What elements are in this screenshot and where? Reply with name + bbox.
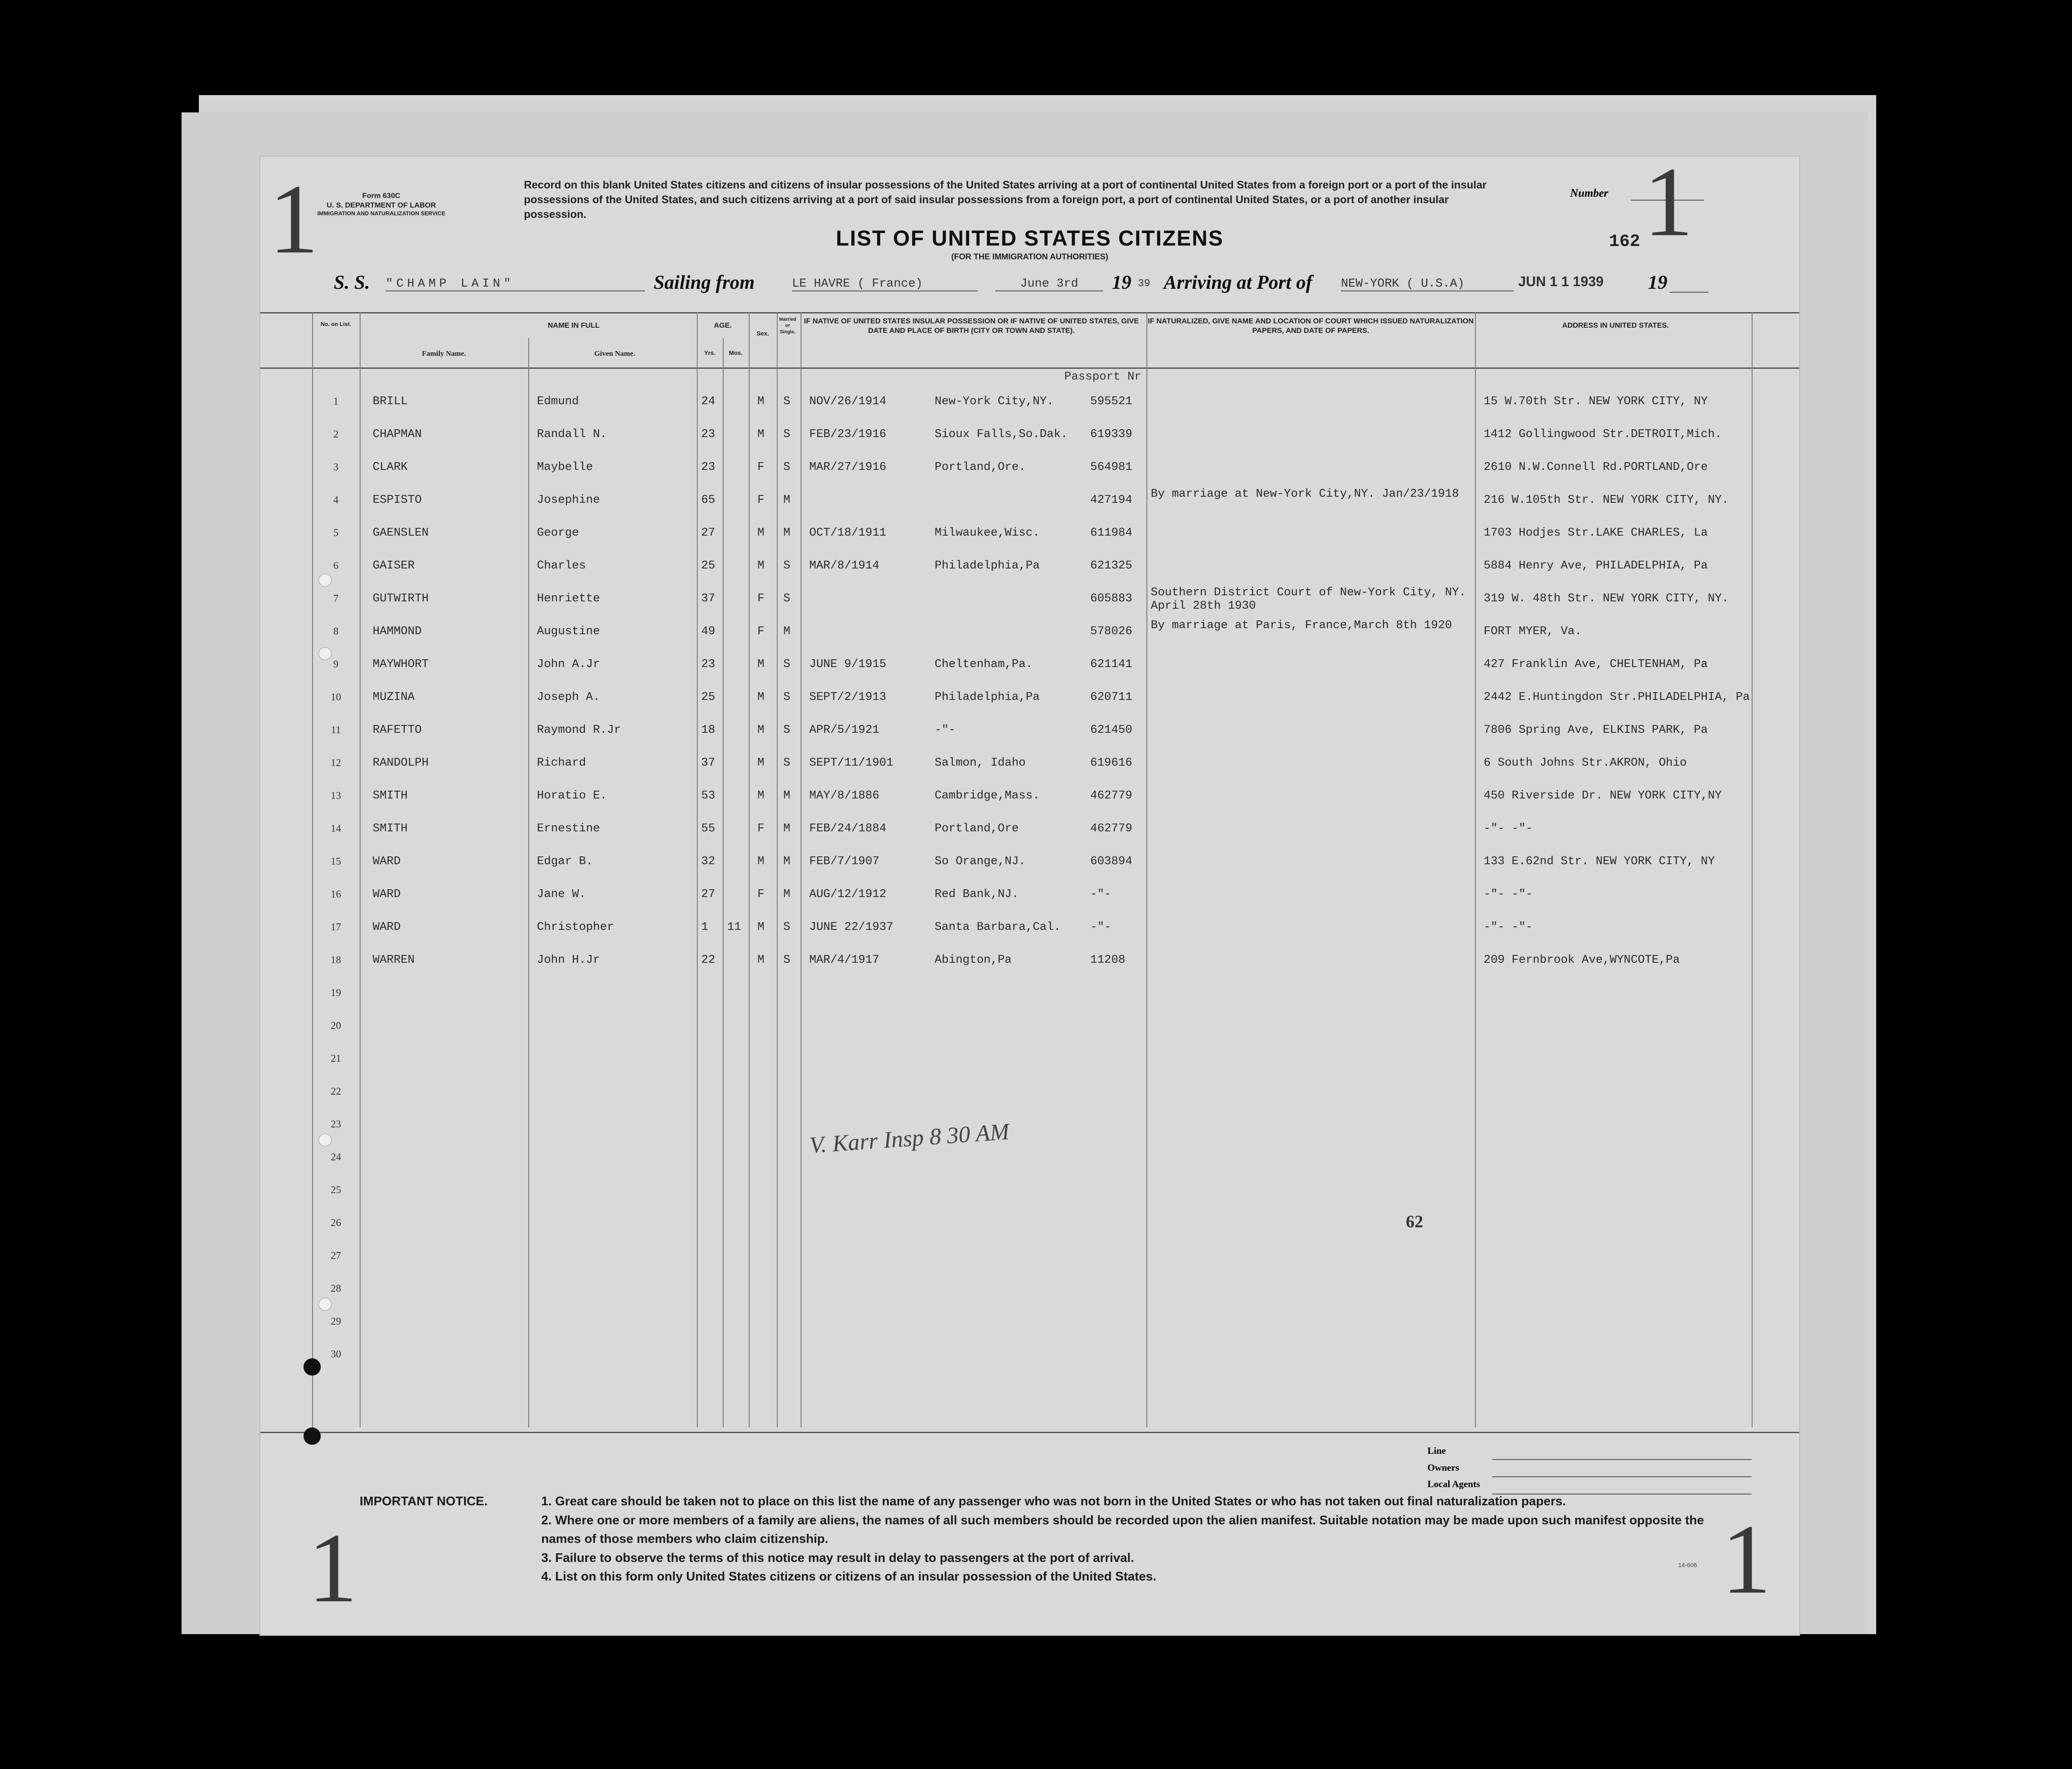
row-number: 21 xyxy=(331,1053,341,1064)
cell-given: Horatio E. xyxy=(537,789,607,802)
cell-yrs: 65 xyxy=(701,494,715,507)
form-block xyxy=(308,191,455,217)
page-subtitle: (FOR THE IMMIGRATION AUTHORITIES) xyxy=(951,252,1108,262)
department-name: U. S. DEPARTMENT OF LABOR xyxy=(326,201,436,210)
important-notice xyxy=(360,1492,1743,1587)
cell-sex: M xyxy=(757,724,765,737)
row-number: 11 xyxy=(331,725,341,736)
binder-hole-2 xyxy=(303,1427,321,1445)
cell-address: 216 W.105th Str. NEW YORK CITY, NY. xyxy=(1484,494,1729,507)
cell-bplace: Philadelphia,Pa xyxy=(935,559,1040,572)
cell-yrs: 1 xyxy=(701,921,709,934)
cell-ms: M xyxy=(783,625,791,638)
cell-yrs: 18 xyxy=(701,724,715,737)
cell-family: GAISER xyxy=(373,559,415,572)
cell-address: 5884 Henry Ave, PHILADELPHIA, Pa xyxy=(1484,559,1708,572)
cell-bdate: MAY/8/1886 xyxy=(809,789,880,802)
cell-bdate: APR/5/1921 xyxy=(809,724,880,737)
table-row xyxy=(260,386,1799,418)
cell-yrs: 53 xyxy=(701,789,715,802)
cell-sex: M xyxy=(757,428,765,441)
cell-ms: S xyxy=(783,559,791,572)
cell-family: CLARK xyxy=(373,461,408,474)
cell-sex: M xyxy=(757,855,765,868)
cell-bplace: Salmon, Idaho xyxy=(935,757,1026,770)
year-prefix: 19 xyxy=(1112,271,1131,293)
cell-bdate: MAR/8/1914 xyxy=(809,559,880,572)
cell-sex: F xyxy=(757,625,765,638)
cell-bplace: So Orange,NJ. xyxy=(935,855,1026,868)
table-row xyxy=(260,1010,1799,1043)
row-number: 6 xyxy=(333,560,338,572)
table-row xyxy=(260,813,1799,846)
service-name: IMMIGRATION AND NATURALIZATION SERVICE xyxy=(317,210,446,217)
cell-passport: 620711 xyxy=(1090,691,1133,704)
cell-family: SMITH xyxy=(373,789,408,802)
cell-given: Henriette xyxy=(537,592,600,605)
cell-given: John H.Jr xyxy=(537,954,600,967)
row-number: 25 xyxy=(331,1185,341,1196)
table-row xyxy=(260,1338,1799,1371)
cell-bdate: JUNE 22/1937 xyxy=(809,921,894,934)
cell-family: ESPISTO xyxy=(373,494,422,507)
row-number: 9 xyxy=(333,659,338,670)
table-row xyxy=(260,1043,1799,1076)
cell-sex: F xyxy=(757,461,765,474)
form-instructions: Record on this blank United States citizens and citizens of insular possessions of the United States arriving at a port of continental United States from a foreign port or a port of the insular possessions of the United States, and such citizens arriving at a port of said insular possessions from a foreign port, a port of continental United States, or a port of another insular possession. xyxy=(524,179,1487,220)
cell-address: 15 W.70th Str. NEW YORK CITY, NY xyxy=(1484,395,1708,408)
cell-address: 2610 N.W.Connell Rd.PORTLAND,Ore xyxy=(1484,461,1708,474)
cell-ms: M xyxy=(783,494,791,507)
cell-family: SMITH xyxy=(373,822,408,835)
cell-passport: 11208 xyxy=(1090,954,1126,967)
cell-bdate: MAR/27/1916 xyxy=(809,461,887,474)
table-body xyxy=(260,386,1799,1376)
cell-sex: M xyxy=(757,789,765,802)
cell-passport: 621450 xyxy=(1090,724,1133,737)
row-number: 13 xyxy=(331,790,341,801)
cell-bplace: Portland,Ore xyxy=(935,822,1019,835)
cell-passport: 619616 xyxy=(1090,757,1133,770)
bottom-left-number: 1 xyxy=(308,1513,358,1623)
arrival-port: NEW-YORK ( U.S.A) xyxy=(1341,277,1514,291)
number-value: 1 xyxy=(1644,147,1693,257)
cell-bdate: FEB/24/1884 xyxy=(809,822,887,835)
cell-sex: F xyxy=(757,888,765,901)
cell-bplace: Santa Barbara,Cal. xyxy=(935,921,1061,934)
cell-sex: M xyxy=(757,757,765,770)
table-row xyxy=(260,1141,1799,1174)
cell-address: 1703 Hodjes Str.LAKE CHARLES, La xyxy=(1484,527,1708,540)
row-number: 14 xyxy=(331,823,341,834)
cell-address: 133 E.62nd Str. NEW YORK CITY, NY xyxy=(1484,855,1715,868)
header-bottom-rule xyxy=(260,367,1799,369)
cell-passport: 619339 xyxy=(1090,428,1133,441)
cell-given: Charles xyxy=(537,559,586,572)
table-row xyxy=(260,977,1799,1010)
cell-address: 450 Riverside Dr. NEW YORK CITY,NY xyxy=(1484,789,1722,802)
table-row xyxy=(260,944,1799,977)
cell-sex: F xyxy=(757,592,765,605)
owners-field xyxy=(1492,1460,1752,1477)
cell-mos: 11 xyxy=(727,921,741,934)
cell-sex: M xyxy=(757,527,765,540)
cell-given: Edgar B. xyxy=(537,855,593,868)
table-row xyxy=(260,714,1799,747)
cell-ms: S xyxy=(783,757,791,770)
cell-passport: 578026 xyxy=(1090,625,1133,638)
footer-fields xyxy=(1427,1443,1480,1493)
cell-ms: S xyxy=(783,921,791,934)
cell-given: Raymond R.Jr xyxy=(537,724,621,737)
year-end-line xyxy=(1670,292,1708,293)
cell-ms: S xyxy=(783,658,791,671)
cell-given: Richard xyxy=(537,757,586,770)
cell-sex: M xyxy=(757,559,765,572)
cell-family: WARD xyxy=(373,855,401,868)
cell-address: FORT MYER, Va. xyxy=(1484,625,1582,638)
cell-passport: 603894 xyxy=(1090,855,1133,868)
cell-given: Randall N. xyxy=(537,428,607,441)
cell-family: MAYWHORT xyxy=(373,658,429,671)
cell-ms: M xyxy=(783,822,791,835)
table-row xyxy=(260,583,1799,616)
cell-nat: By marriage at Paris, France,March 8th 1920 xyxy=(1151,619,1452,632)
cell-given: Augustine xyxy=(537,625,600,638)
line-label: Line xyxy=(1427,1445,1446,1456)
table-row xyxy=(260,484,1799,517)
cell-given: George xyxy=(537,527,579,540)
cell-bdate: MAR/4/1917 xyxy=(809,954,880,967)
cell-bplace: Abington,Pa xyxy=(935,954,1012,967)
cell-address: 319 W. 48th Str. NEW YORK CITY, NY. xyxy=(1484,592,1729,605)
cell-ms: S xyxy=(783,395,791,408)
cell-bplace: New-York City,NY. xyxy=(935,395,1054,408)
cell-sex: M xyxy=(757,921,765,934)
cell-address: 2442 E.Huntingdon Str.PHILADELPHIA, Pa xyxy=(1484,691,1750,704)
table-row xyxy=(260,418,1799,451)
row-number: 19 xyxy=(331,987,341,999)
col-naturalized: IF NATURALIZED, GIVE NAME AND LOCATION OF COURT WHICH ISSUED NATURALIZATION PAPERS, AND DATE OF PAPERS. xyxy=(1148,317,1474,335)
row-number: 15 xyxy=(331,856,341,867)
cell-address: 427 Franklin Ave, CHELTENHAM, Pa xyxy=(1484,658,1708,671)
table-row xyxy=(260,878,1799,911)
cell-yrs: 27 xyxy=(701,888,715,901)
table-row xyxy=(260,780,1799,813)
col-address: ADDRESS IN UNITED STATES. xyxy=(1562,321,1669,329)
notice-title: IMPORTANT NOTICE. xyxy=(360,1494,488,1508)
table-row xyxy=(260,648,1799,681)
col-family: Family Name. xyxy=(422,349,466,358)
cell-address: -"- -"- xyxy=(1484,888,1533,901)
agents-field xyxy=(1492,1477,1752,1494)
owners-label: Owners xyxy=(1427,1462,1459,1473)
bottom-right-number: 1 xyxy=(1721,1504,1771,1614)
cell-nat: By marriage at New-York City,NY. Jan/23/1918 xyxy=(1151,488,1459,501)
table-row xyxy=(260,616,1799,648)
cell-family: RANDOLPH xyxy=(373,757,429,770)
row-number: 24 xyxy=(331,1152,341,1163)
table-row xyxy=(260,846,1799,878)
footer-field-lines xyxy=(1492,1443,1752,1494)
table-top-rule xyxy=(260,312,1799,313)
cell-bdate: AUG/12/1912 xyxy=(809,888,887,901)
agents-label: Local Agents xyxy=(1427,1478,1480,1489)
cell-ms: S xyxy=(783,691,791,704)
table-row xyxy=(260,681,1799,714)
cell-ms: M xyxy=(783,888,791,901)
cell-bplace: Cheltenham,Pa. xyxy=(935,658,1033,671)
cell-address: 7806 Spring Ave, ELKINS PARK, Pa xyxy=(1484,724,1708,737)
row-number: 8 xyxy=(333,626,338,637)
row-number: 10 xyxy=(331,692,341,703)
binder-hole-1 xyxy=(303,1358,321,1376)
cell-sex: M xyxy=(757,658,765,671)
row-number: 22 xyxy=(331,1086,341,1097)
cell-passport: 621325 xyxy=(1090,559,1133,572)
year-suffix: 39 xyxy=(1138,278,1150,290)
cell-yrs: 23 xyxy=(701,658,715,671)
cell-address: -"- -"- xyxy=(1484,921,1533,934)
cell-given: Jane W. xyxy=(537,888,586,901)
cell-yrs: 37 xyxy=(701,757,715,770)
cell-yrs: 55 xyxy=(701,822,715,835)
cell-bplace: Sioux Falls,So.Dak. xyxy=(935,428,1068,441)
row-number: 29 xyxy=(331,1316,341,1327)
manifest-sheet xyxy=(259,147,1800,1636)
binder-hole-3 xyxy=(319,574,332,587)
sailing-label: Sailing from xyxy=(654,271,755,293)
cell-ms: M xyxy=(783,527,791,540)
col-yrs: Yrs. xyxy=(704,349,716,356)
cell-ms: S xyxy=(783,592,791,605)
cell-passport: -"- xyxy=(1090,921,1111,934)
cell-family: GAENSLEN xyxy=(373,527,429,540)
table-row xyxy=(260,550,1799,583)
voyage-line xyxy=(334,271,1760,301)
row-number: 7 xyxy=(333,593,338,604)
cell-sex: F xyxy=(757,494,765,507)
col-marital: Married or Single. xyxy=(779,317,796,335)
cell-yrs: 49 xyxy=(701,625,715,638)
row-number: 16 xyxy=(331,889,341,900)
cell-family: GUTWIRTH xyxy=(373,592,429,605)
col-birth: IF NATIVE OF UNITED STATES INSULAR POSSESSION OR IF NATIVE OF UNITED STATES, GIVE DATE AND PLACE OF BIRTH (CITY OR TOWN AND STATE). xyxy=(804,317,1139,335)
cell-bdate: JUNE 9/1915 xyxy=(809,658,887,671)
ship-name: "CHAMP LAIN" xyxy=(386,277,645,291)
left-sheet-number: 1 xyxy=(269,164,319,274)
notice-items xyxy=(541,1492,1743,1587)
cell-yrs: 23 xyxy=(701,428,715,441)
cell-passport: 564981 xyxy=(1090,461,1133,474)
row-number: 4 xyxy=(333,495,338,506)
notice-item-2: 2. Where one or more members of a family are aliens, the names of all such members should be recorded upon the alien manifest. Suitable notation may be made upon such manifest opposite the names of those members who claim citizenship. xyxy=(541,1513,1704,1546)
row-number: 23 xyxy=(331,1119,341,1130)
row-number: 27 xyxy=(331,1250,341,1261)
cell-yrs: 32 xyxy=(701,855,715,868)
cell-bplace: Philadelphia,Pa xyxy=(935,691,1040,704)
binder-hole-4 xyxy=(319,647,332,660)
cell-given: John A.Jr xyxy=(537,658,600,671)
cell-passport: -"- xyxy=(1090,888,1111,901)
manifest-table xyxy=(260,312,1799,1436)
col-name-in-full: NAME IN FULL xyxy=(548,321,600,329)
table-row xyxy=(260,1240,1799,1273)
row-number: 2 xyxy=(333,429,338,440)
cell-bdate: FEB/7/1907 xyxy=(809,855,880,868)
cell-family: CHAPMAN xyxy=(373,428,422,441)
cell-yrs: 37 xyxy=(701,592,715,605)
cell-bdate: SEPT/2/1913 xyxy=(809,691,887,704)
cell-given: Ernestine xyxy=(537,822,600,835)
table-row xyxy=(260,1174,1799,1207)
footer-rule xyxy=(260,1432,1799,1433)
cell-passport: 595521 xyxy=(1090,395,1133,408)
cell-address: 1412 Gollingwood Str.DETROIT,Mich. xyxy=(1484,428,1722,441)
inspector-signature: V. Karr Insp 8 30 AM xyxy=(808,1118,1010,1159)
cell-yrs: 25 xyxy=(701,559,715,572)
cell-bplace: -"- xyxy=(935,724,956,737)
cell-given: Edmund xyxy=(537,395,579,408)
cell-bdate: SEPT/11/1901 xyxy=(809,757,894,770)
cell-passport: 605883 xyxy=(1090,592,1133,605)
sailing-date: June 3rd xyxy=(995,277,1103,291)
cell-family: RAFETTO xyxy=(373,724,422,737)
cell-bplace: Red Bank,NJ. xyxy=(935,888,1019,901)
cell-yrs: 24 xyxy=(701,395,715,408)
cell-passport: 462779 xyxy=(1090,789,1133,802)
cell-family: BRILL xyxy=(373,395,408,408)
cell-ms: S xyxy=(783,724,791,737)
row-number: 1 xyxy=(333,396,338,407)
cell-sex: F xyxy=(757,822,765,835)
table-row xyxy=(260,451,1799,484)
cell-bplace: Milwaukee,Wisc. xyxy=(935,527,1040,540)
col-given: Given Name. xyxy=(594,349,635,358)
cell-ms: M xyxy=(783,855,791,868)
number-label: Number xyxy=(1570,187,1609,199)
cell-family: HAMMOND xyxy=(373,625,422,638)
cell-nat: Southern District Court of New-York City, NY. April 28th 1930 xyxy=(1151,586,1466,613)
row-number: 12 xyxy=(331,757,341,769)
cell-family: WARD xyxy=(373,888,401,901)
cell-given: Josephine xyxy=(537,494,600,507)
row-number: 18 xyxy=(331,955,341,966)
cell-address: 209 Fernbrook Ave,WYNCOTE,Pa xyxy=(1484,954,1680,967)
col-no: No. on List. xyxy=(320,321,351,327)
row-number: 17 xyxy=(331,922,341,933)
page-sheet-number: 162 xyxy=(1609,232,1641,252)
row-number: 5 xyxy=(333,527,338,539)
cell-passport: 611984 xyxy=(1090,527,1133,540)
table-row xyxy=(260,1306,1799,1338)
cell-ms: S xyxy=(783,954,791,967)
cell-family: WARD xyxy=(373,921,401,934)
cell-sex: M xyxy=(757,395,765,408)
binder-hole-5 xyxy=(319,1134,332,1146)
col-passport: Passport Nr xyxy=(1064,370,1142,383)
row-number: 30 xyxy=(331,1349,341,1360)
ss-label: S. S. xyxy=(334,271,370,293)
arriving-label: Arriving at Port of xyxy=(1164,271,1312,293)
col-age: AGE. xyxy=(714,321,732,329)
table-row xyxy=(260,1076,1799,1108)
row-number: 20 xyxy=(331,1020,341,1031)
col-mos: Mos. xyxy=(729,349,743,356)
from-port: LE HAVRE ( France) xyxy=(792,277,978,291)
cell-ms: S xyxy=(783,461,791,474)
cell-bplace: Cambridge,Mass. xyxy=(935,789,1040,802)
row-number: 26 xyxy=(331,1217,341,1229)
cell-yrs: 25 xyxy=(701,691,715,704)
table-row xyxy=(260,911,1799,944)
page-mark: 62 xyxy=(1406,1212,1423,1231)
table-row xyxy=(260,1273,1799,1306)
line-field xyxy=(1492,1443,1752,1460)
cell-yrs: 27 xyxy=(701,527,715,540)
cell-yrs: 23 xyxy=(701,461,715,474)
table-row xyxy=(260,747,1799,780)
page-title: LIST OF UNITED STATES CITIZENS xyxy=(836,226,1224,250)
notice-item-1: 1. Great care should be taken not to place on this list the name of any passenger who was not born in the United States or who has not taken out final naturalization papers. xyxy=(541,1494,1566,1508)
cell-sex: M xyxy=(757,954,765,967)
arrival-stamp: JUN 1 1 1939 xyxy=(1518,274,1604,289)
cell-given: Maybelle xyxy=(537,461,593,474)
cell-ms: M xyxy=(783,789,791,802)
cell-address: -"- -"- xyxy=(1484,822,1533,835)
row-number: 28 xyxy=(331,1283,341,1294)
cell-yrs: 22 xyxy=(701,954,715,967)
cell-passport: 621141 xyxy=(1090,658,1133,671)
table-row xyxy=(260,1207,1799,1240)
form-number: Form 630C xyxy=(362,192,400,200)
cell-given: Christopher xyxy=(537,921,614,934)
table-row xyxy=(260,1108,1799,1141)
cell-passport: 462779 xyxy=(1090,822,1133,835)
cell-family: WARREN xyxy=(373,954,415,967)
row-number: 3 xyxy=(333,462,338,473)
cell-given: Joseph A. xyxy=(537,691,600,704)
cell-passport: 427194 xyxy=(1090,494,1133,507)
table-row xyxy=(260,517,1799,550)
cell-bdate: OCT/18/1911 xyxy=(809,527,887,540)
cell-bplace: Portland,Ore. xyxy=(935,461,1026,474)
cell-ms: S xyxy=(783,428,791,441)
cell-address: 6 South Johns Str.AKRON, Ohio xyxy=(1484,757,1687,770)
cell-family: MUZINA xyxy=(373,691,415,704)
binder-hole-6 xyxy=(319,1298,332,1311)
cell-bdate: FEB/23/1916 xyxy=(809,428,887,441)
notice-item-4: 4. List on this form only United States citizens or citizens of an insular possession of the United States. xyxy=(541,1570,1156,1584)
year-end: 19 xyxy=(1648,271,1667,293)
print-code: 14-606 xyxy=(1678,1561,1697,1568)
col-sex: Sex. xyxy=(757,330,769,337)
cell-bdate: NOV/26/1914 xyxy=(809,395,887,408)
cell-sex: M xyxy=(757,691,765,704)
notice-item-3: 3. Failure to observe the terms of this notice may result in delay to passengers at the port of arrival. xyxy=(541,1551,1134,1565)
